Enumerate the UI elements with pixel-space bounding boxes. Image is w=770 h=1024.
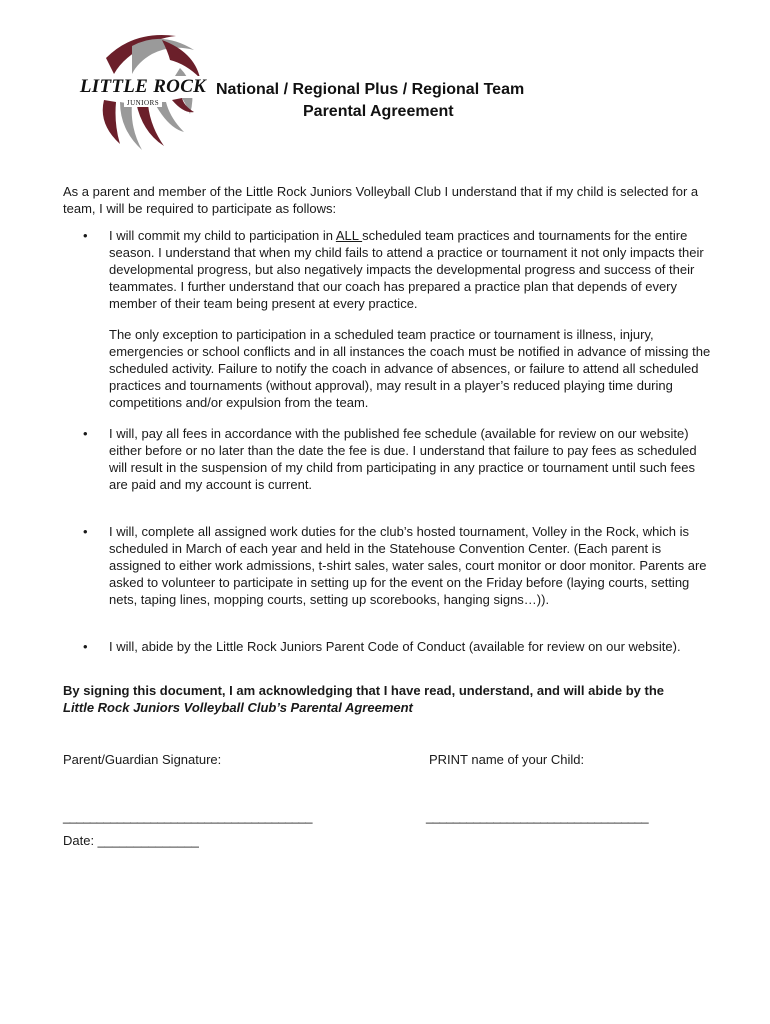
date-field[interactable]: Date: ______________: [63, 833, 199, 848]
logo-subtitle: JUNIORS: [76, 99, 210, 107]
parent-signature-label: Parent/Guardian Signature:: [63, 752, 222, 767]
agreement-name: Little Rock Juniors Volleyball Club’s Parental Agreement: [63, 700, 413, 715]
intro-paragraph: As a parent and member of the Little Rock Juniors Volleyball Club I understand that if my child is selected for a team, I will be required to participate as follows:: [63, 184, 699, 216]
bullet-icon: •: [83, 639, 88, 654]
list-item-text: I will, pay all fees in accordance with the published fee schedule (available for review on our website) either before or no later than the date the fee is due. I understand that failure to pay fees as scheduled will result in the suspension of my child from participating in any practice or tournament until such fees are paid and my account is current.: [109, 426, 697, 492]
bullet-icon: •: [83, 524, 88, 539]
bullet-icon: •: [83, 426, 88, 441]
child-name-field[interactable]: _________________________________: [426, 809, 649, 824]
list-item-text: I will commit my child to participation in ALL scheduled team practices and tournaments for the entire season. I understand that when my child fails to attend a practice or tournament it not only impacts their developmental progress, but also negatively impacts the developmental progress and success of their teammates. I further understand that our coach has prepared a practice plan that depends of every member of their team being present at every practice.: [109, 228, 704, 311]
document-subtitle: Parental Agreement: [303, 103, 454, 120]
logo-wordmark: LITTLE ROCK: [76, 76, 210, 98]
child-name-label: PRINT name of your Child:: [429, 752, 585, 767]
document-title: National / Regional Plus / Regional Team: [216, 81, 525, 98]
bullet-icon: •: [83, 228, 88, 243]
acknowledgement-statement: [63, 682, 733, 716]
list-item-paragraph: The only exception to participation in a scheduled team practice or tournament is illness, injury, emergencies or school conflicts and in all instances the coach must be notified in advance of missing the scheduled activity. Failure to notify the coach in advance of absences, or failure to attend all scheduled practices and tournaments (without approval), may result in a player’s reduced playing time during competitions and/or expulsion from the team.: [109, 327, 711, 410]
parent-signature-field[interactable]: _____________________________________: [63, 809, 313, 824]
list-item-text: I will, abide by the Little Rock Juniors Parent Code of Conduct (available for review on our website).: [109, 639, 681, 654]
club-logo: [76, 28, 210, 154]
acknowledgement-line: By signing this document, I am acknowledging that I have read, understand, and will abide by the: [63, 683, 664, 698]
list-item-text: I will, complete all assigned work duties for the club’s hosted tournament, Volley in the Rock, which is scheduled in March of each year and held in the Statehouse Convention Center. (Each parent is assigned to either work admissions, t-shirt sales, water sales, court monitor or door monitor. Parents are asked to volunteer to participate in setting up for the event on the Friday before (laying courts, setting nets, taping lines, mopping courts, setting up scorebooks, hanging signs…)).: [109, 524, 707, 607]
